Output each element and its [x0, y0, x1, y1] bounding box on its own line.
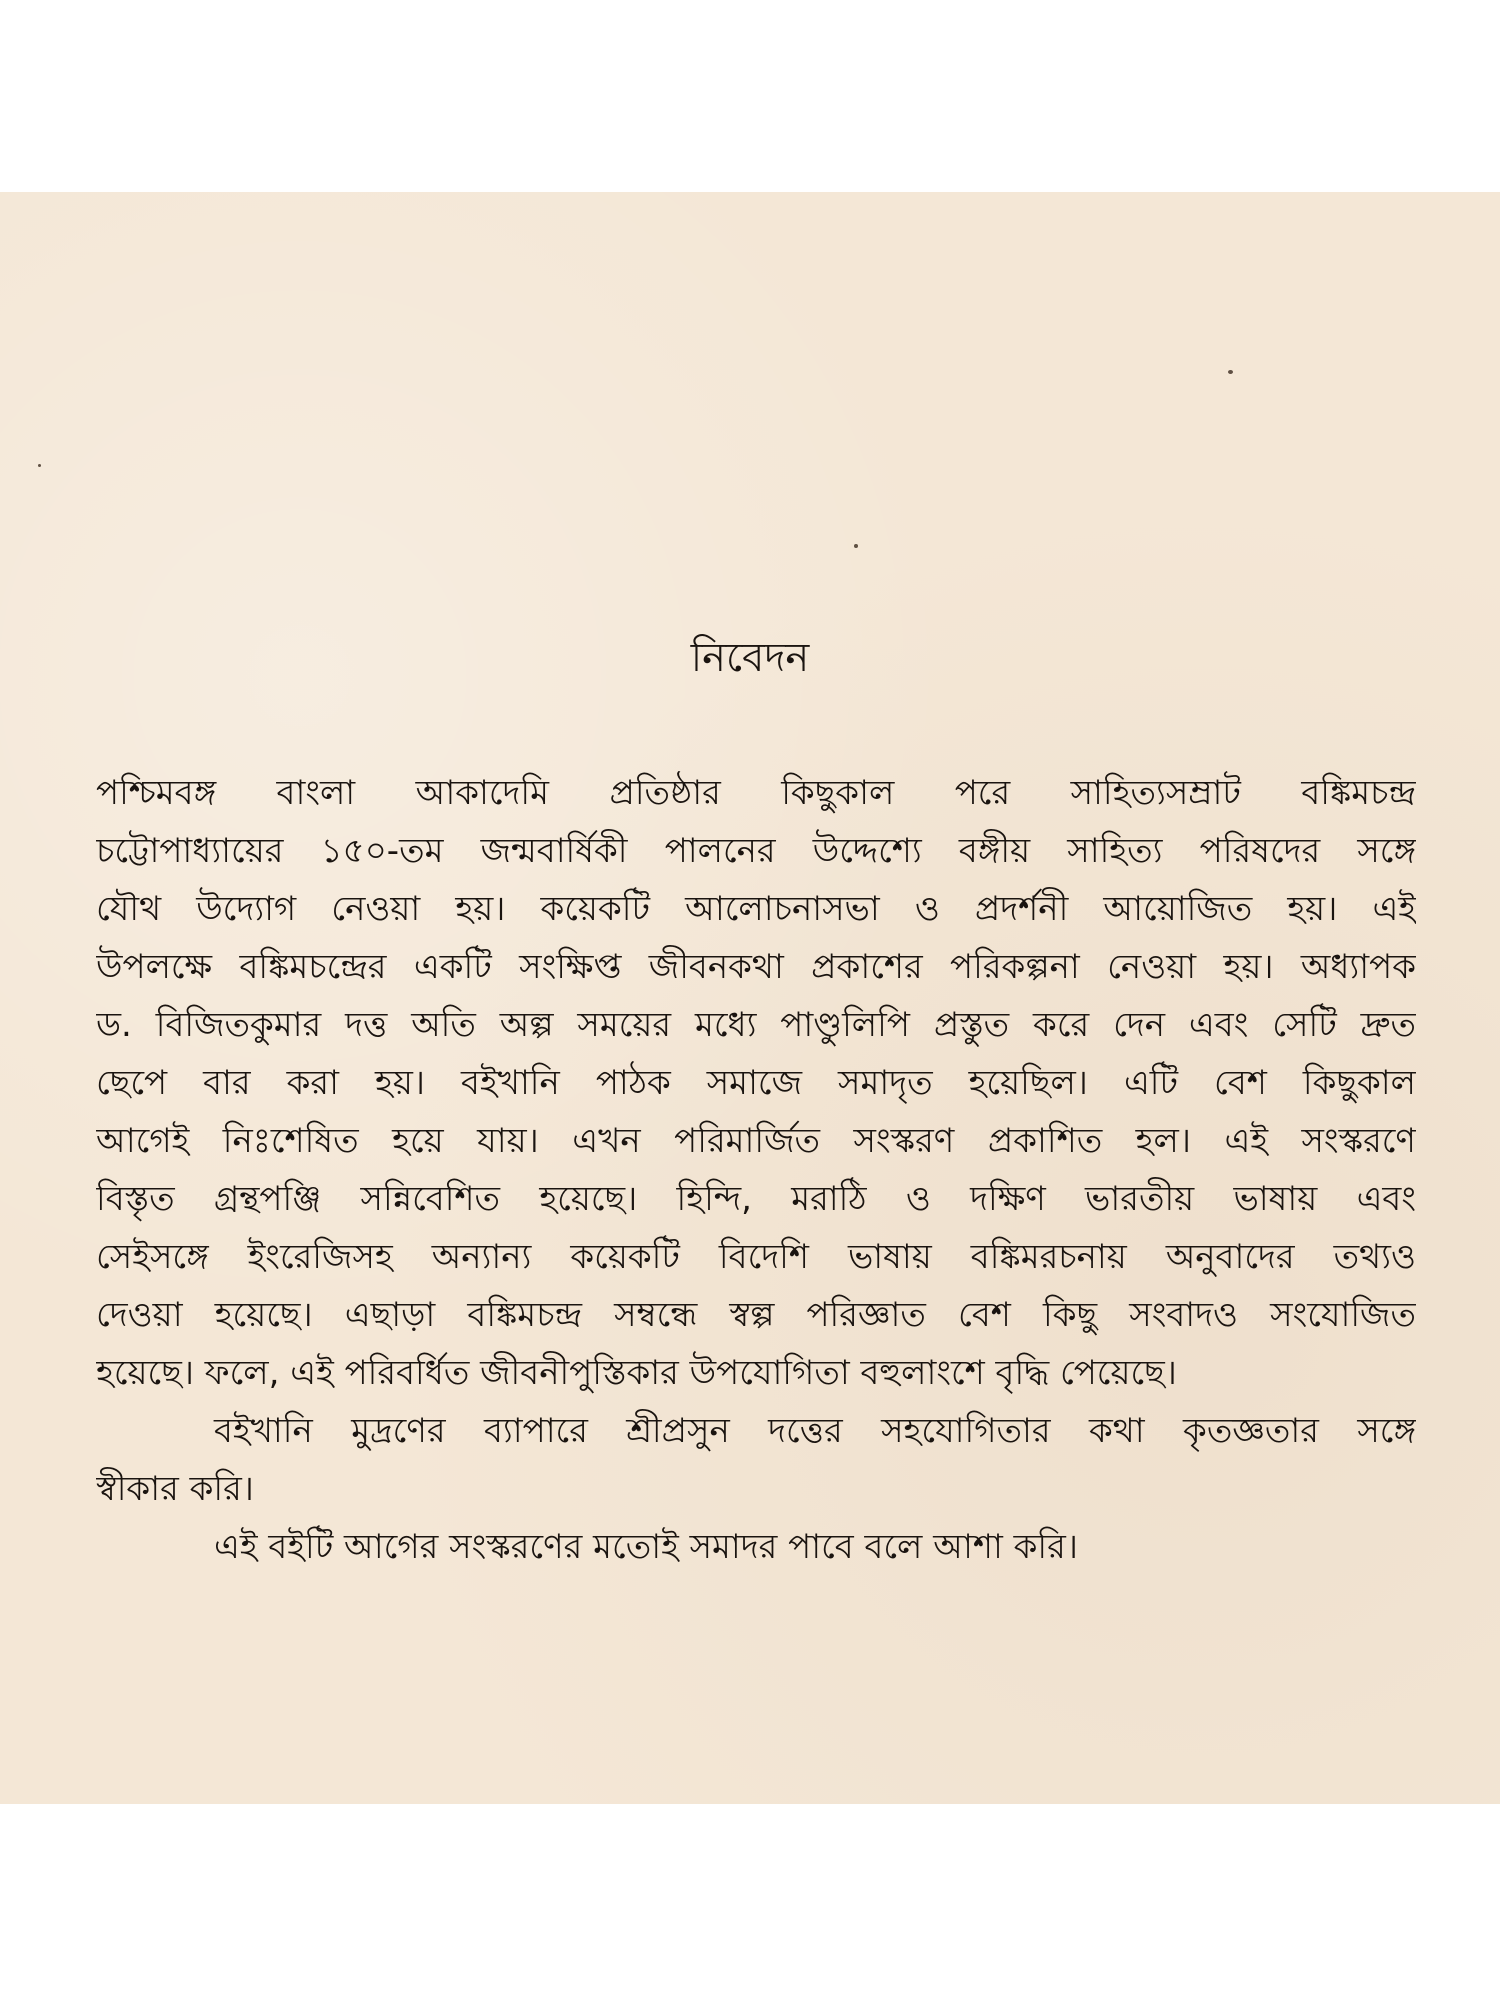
text-line: স্বীকার করি। — [96, 1469, 254, 1509]
ink-speck — [854, 544, 858, 548]
text-line: পশ্চিমবঙ্গ বাংলা আকাদেমি প্রতিষ্ঠার কিছুকাল পরে সাহিত্যসম্রাট বঙ্কিমচন্দ্র — [96, 773, 1416, 813]
preface-body — [96, 764, 1416, 1576]
text-line: সেইসঙ্গে ইংরেজিসহ অন্যান্য কয়েকটি বিদেশি ভাষায় বঙ্কিমরচনায় অনুবাদের তথ্যও — [96, 1237, 1416, 1277]
text-line: ছেপে বার করা হয়। বইখানি পাঠক সমাজে সমাদৃত হয়েছিল। এটি বেশ কিছুকাল — [96, 1063, 1416, 1103]
text-line: আগেই নিঃশেষিত হয়ে যায়। এখন পরিমার্জিত সংস্করণ প্রকাশিত হল। এই সংস্করণে — [96, 1121, 1416, 1161]
text-line: বিস্তৃত গ্রন্থপঞ্জি সন্নিবেশিত হয়েছে। হিন্দি, মরাঠি ও দক্ষিণ ভারতীয় ভাষায় এবং — [96, 1179, 1416, 1219]
page-title: নিবেদন — [690, 635, 810, 681]
text-line: চট্টোপাধ্যায়ের ১৫০-তম জন্মবার্ষিকী পালনের উদ্দেশ্যে বঙ্গীয় সাহিত্য পরিষদের সঙ্গে — [96, 831, 1416, 871]
text-line: বইখানি মুদ্রণের ব্যাপারে শ্রীপ্রসুন দত্তের সহযোগিতার কথা কৃতজ্ঞতার সঙ্গে — [214, 1411, 1416, 1451]
text-line: যৌথ উদ্যোগ নেওয়া হয়। কয়েকটি আলোচনাসভা ও প্রদর্শনী আয়োজিত হয়। এই — [96, 889, 1416, 929]
ink-speck — [1228, 370, 1233, 374]
ink-speck — [38, 464, 41, 467]
text-line: হয়েছে। ফলে, এই পরিবর্ধিত জীবনীপুস্তিকার উপযোগিতা বহুলাংশে বৃদ্ধি পেয়েছে। — [96, 1353, 1177, 1393]
text-line: এই বইটি আগের সংস্করণের মতোই সমাদর পাবে বলে আশা করি। — [214, 1527, 1079, 1567]
text-line: ড. বিজিতকুমার দত্ত অতি অল্প সময়ের মধ্যে পাণ্ডুলিপি প্রস্তুত করে দেন এবং সেটি দ্রুত — [96, 1005, 1416, 1045]
text-line: দেওয়া হয়েছে। এছাড়া বঙ্কিমচন্দ্র সম্বন্ধে স্বল্প পরিজ্ঞাত বেশ কিছু সংবাদও সংযোজিত — [96, 1295, 1416, 1335]
book-page — [0, 192, 1500, 1804]
text-line: উপলক্ষে বঙ্কিমচন্দ্রের একটি সংক্ষিপ্ত জীবনকথা প্রকাশের পরিকল্পনা নেওয়া হয়। অধ্যাপক — [96, 947, 1416, 987]
